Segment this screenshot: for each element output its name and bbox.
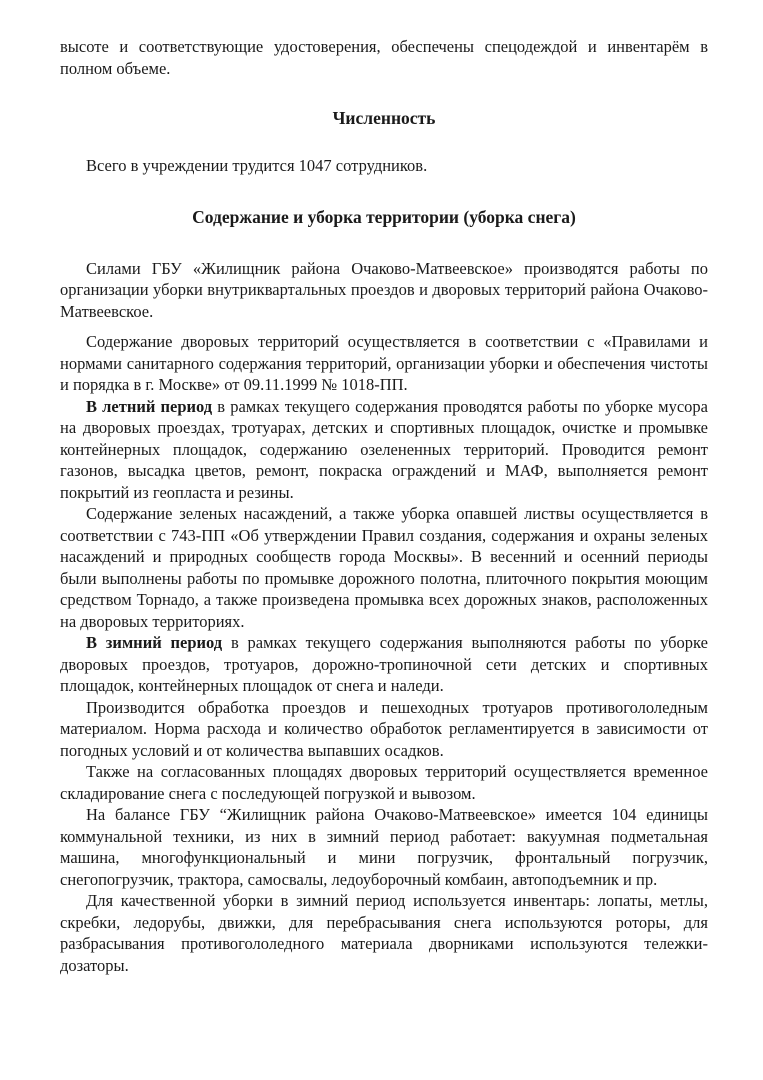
paragraph-green: Содержание зеленых насаждений, а также уборка опавшей листвы осуществляется в соответствии с 743-ПП «Об утверждении Правил создания, содержания и охраны зеленых насаждений и природных сообществ города Москвы». В весенний и осенний периоды были выполнены работы по промывке дорожного полотна, плиточного покрытия моющим средством Торнадо, а также произведена промывка всех дорожных знаков, расположенных на дворовых территориях. <box>60 504 708 631</box>
paragraph-rules: Содержание дворовых территорий осуществляется в соответствии с «Правилами и нормами санитарного содержания территорий, организации уборки и обеспечения чистоты и порядка в г. Москве» от 09.11.1999 № 1018-ПП. <box>60 332 708 394</box>
paragraph-summer <box>60 396 708 504</box>
summer-label: В летний период <box>86 396 213 416</box>
paragraph-machinery: На балансе ГБУ “Жилищник района Очаково-Матвеевское» имеется 104 единицы коммунальной техники, из них в зимний период работает: вакуумная подметальная машина, многофункциональный и мини погрузчик, фронтальный погрузчик, снегопогрузчик, трактора, самосвалы, ледоуборочный комбаин, автоподъемник и пр. <box>60 805 708 889</box>
winter-text: в рамках текущего содержания выполняются работы по уборке дворовых проездов, тротуаров, дорожно-тропиночной сети детских и спортивных площадок, контейнерных площадок от снега и наледи. <box>60 633 708 695</box>
paragraph-top: высоте и соответствующие удостоверения, обеспечены спецодеждой и инвентарём в полном объеме. <box>60 37 708 78</box>
summer-text: в рамках текущего содержания проводятся работы по уборке мусора на дворовых проездах, тротуарах, детских и спортивных площадок, очистке и промывке контейнерных площадок, содержанию озелененных территорий. Проводится ремонт газонов, высадка цветов, ремонт, покраска ограждений и МАФ, выполняется ремонт покрытий из геопласта и резины. <box>60 396 708 502</box>
paragraph-treatment: Производится обработка проездов и пешеходных тротуаров противогололедным материалом. Норма расхода и количество обработок регламентируется в зависимости от погодных условий и от количества выпавших осадков. <box>60 697 708 760</box>
paragraph-inventory: Для качественной уборки в зимний период используется инвентарь: лопаты, метлы, скребки, ледорубы, движки, для перебрасывания снега используются роторы, для разбрасывания противогололедного материала дворниками используются тележки-дозаторы. <box>60 891 708 975</box>
winter-label: В зимний период <box>86 633 223 652</box>
paragraph-staff: Всего в учреждении трудится 1047 сотрудников. <box>86 156 428 175</box>
heading-content: Содержание и уборка территории (уборка снега) <box>192 206 576 227</box>
heading-staff: Численность <box>332 108 436 128</box>
paragraph-forces: Силами ГБУ «Жилищник района Очаково-Матвеевское» производятся работы по организации уборки внутриквартальных проездов и дворовых территорий района Очаково-Матвеевское. <box>60 258 708 321</box>
paragraph-winter <box>60 632 708 697</box>
paragraph-storage: Также на согласованных площадях дворовых территорий осуществляется временное складирование снега с последующей погрузкой и вывозом. <box>60 762 708 803</box>
